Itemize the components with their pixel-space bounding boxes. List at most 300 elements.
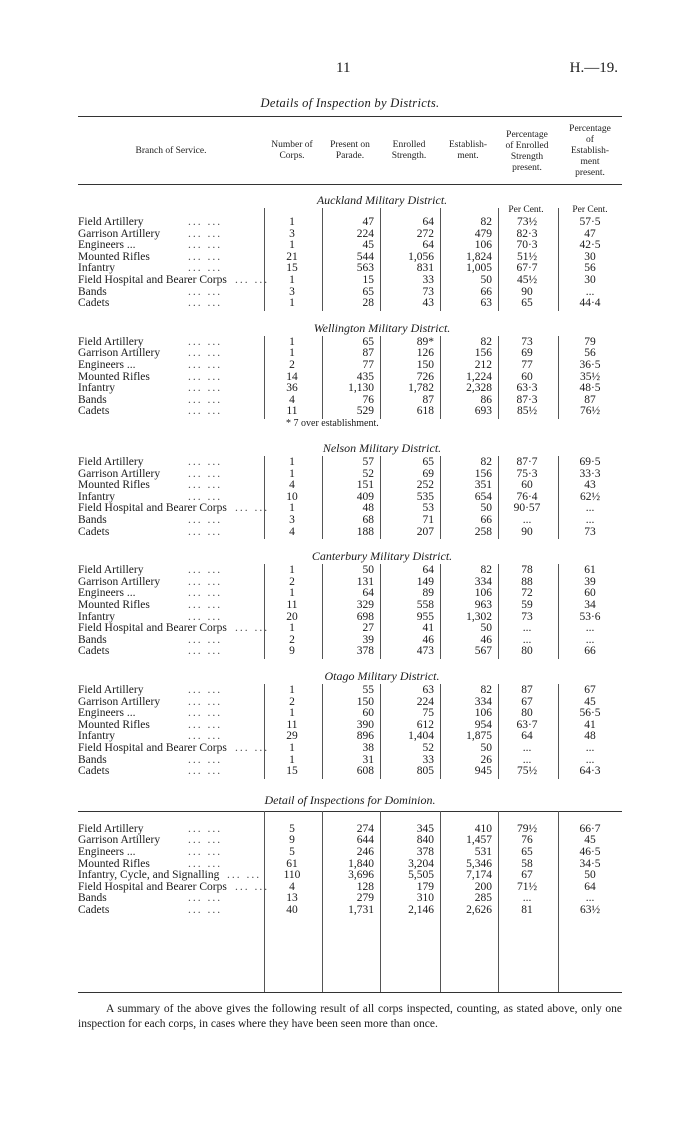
percentage-enrolled-present: 59 bbox=[521, 599, 533, 611]
table-row bbox=[78, 297, 622, 309]
present-on-parade: 529 bbox=[356, 405, 374, 418]
percentage-enrolled-present: 45½ bbox=[516, 274, 538, 286]
percentage-establishment-present: 56·5 bbox=[579, 707, 601, 720]
present-on-parade: 1,840 bbox=[348, 857, 374, 870]
branch-of-service: Garrison Artillery bbox=[78, 834, 161, 847]
percentage-establishment-present: 50 bbox=[584, 869, 596, 882]
percentage-establishment-present: 33·3 bbox=[579, 467, 601, 480]
percentage-establishment-present: 87 bbox=[584, 393, 596, 406]
dot-leader: ... ... bbox=[188, 216, 223, 228]
number-of-corps: 1 bbox=[289, 587, 295, 600]
number-of-corps: 20 bbox=[286, 610, 298, 623]
dot-leader: ... ... bbox=[188, 227, 223, 240]
enrolled-strength: 1,782 bbox=[408, 382, 434, 395]
present-on-parade: 47 bbox=[362, 216, 374, 228]
column-divider bbox=[322, 208, 323, 311]
header-line: present. bbox=[575, 168, 605, 178]
table-row bbox=[78, 904, 622, 916]
present-on-parade: 77 bbox=[362, 359, 374, 371]
enrolled-strength: 150 bbox=[416, 359, 434, 371]
establishment: 531 bbox=[474, 846, 492, 858]
column-divider bbox=[264, 811, 265, 992]
table-row bbox=[78, 645, 622, 657]
establishment: 50 bbox=[480, 274, 492, 286]
number-of-corps: 3 bbox=[289, 285, 295, 298]
branch-of-service: Engineers ... bbox=[78, 707, 136, 720]
branch-of-service: Infantry, Cycle, and Signalling bbox=[78, 869, 220, 882]
branch-of-service: Field Hospital and Bearer Corps bbox=[78, 274, 227, 286]
district-title: Wellington Military District. bbox=[313, 320, 451, 335]
branch-of-service: Field Artillery bbox=[78, 335, 144, 348]
dot-leader: ... ... bbox=[188, 514, 223, 526]
enrolled-strength: 64 bbox=[422, 239, 434, 252]
branch-of-service: Engineers ... bbox=[78, 359, 136, 371]
present-on-parade: 150 bbox=[356, 695, 374, 708]
branch-of-service: Infantry bbox=[78, 610, 116, 623]
number-of-corps: 4 bbox=[289, 479, 295, 492]
present-on-parade: 409 bbox=[356, 490, 374, 503]
column-divider bbox=[558, 456, 559, 539]
present-on-parade: 131 bbox=[356, 575, 374, 588]
percentage-enrolled-present: 90 bbox=[521, 285, 533, 298]
table-row bbox=[78, 881, 622, 893]
header-line: Strength. bbox=[391, 151, 427, 161]
percentage-enrolled-present: 73½ bbox=[516, 216, 538, 228]
number-of-corps: 2 bbox=[289, 695, 295, 708]
dot-leader: ... ... bbox=[188, 285, 223, 298]
enrolled-strength: 33 bbox=[422, 753, 434, 766]
establishment: 66 bbox=[480, 514, 492, 526]
percentage-enrolled-present: 76 bbox=[521, 834, 533, 847]
percentage-establishment-present: 45 bbox=[584, 834, 596, 847]
header-enrolled-strength bbox=[380, 140, 438, 162]
present-on-parade: 65 bbox=[362, 285, 374, 298]
number-of-corps: 1 bbox=[289, 335, 295, 348]
branch-of-service: Mounted Rifles bbox=[78, 479, 150, 492]
establishment: 410 bbox=[474, 822, 492, 835]
enrolled-strength: 5,505 bbox=[408, 869, 434, 882]
dot-leader: ... ... bbox=[188, 834, 223, 847]
number-of-corps: 1 bbox=[289, 742, 295, 754]
column-divider bbox=[380, 456, 381, 539]
number-of-corps: 1 bbox=[289, 239, 295, 252]
percentage-enrolled-present: 63·7 bbox=[516, 718, 538, 731]
percentage-enrolled-present: 70·3 bbox=[516, 239, 538, 252]
dot-leader: ... ... bbox=[188, 610, 223, 623]
enrolled-strength: 558 bbox=[416, 599, 434, 611]
per-cent-unit-label: Per Cent. bbox=[508, 205, 544, 215]
percentage-establishment-present: 43 bbox=[584, 479, 596, 492]
number-of-corps: 110 bbox=[283, 869, 301, 882]
percentage-enrolled-present: 87 bbox=[521, 684, 533, 696]
branch-of-service: Cadets bbox=[78, 645, 110, 658]
dot-leader: ... ... bbox=[235, 880, 270, 893]
enrolled-strength: 805 bbox=[416, 765, 434, 778]
dot-leader: ... ... bbox=[188, 765, 223, 778]
percentage-enrolled-present: 85½ bbox=[516, 405, 538, 418]
header-line: Percentage bbox=[506, 130, 548, 140]
percentage-enrolled-present: 65 bbox=[521, 297, 533, 310]
number-of-corps: 11 bbox=[286, 405, 298, 418]
branch-of-service: Garrison Artillery bbox=[78, 467, 161, 480]
number-of-corps: 15 bbox=[286, 262, 298, 275]
enrolled-strength: 73 bbox=[422, 285, 434, 298]
establishment: 258 bbox=[474, 525, 492, 538]
enrolled-strength: 3,204 bbox=[408, 857, 434, 870]
enrolled-strength: 831 bbox=[416, 262, 434, 275]
column-divider bbox=[440, 208, 441, 311]
percentage-enrolled-present: 82·3 bbox=[516, 227, 538, 240]
dot-leader: ... ... bbox=[188, 846, 223, 858]
number-of-corps: 10 bbox=[286, 490, 298, 503]
number-of-corps: 14 bbox=[286, 370, 298, 383]
percentage-enrolled-present: 63·3 bbox=[516, 382, 538, 395]
column-divider bbox=[440, 811, 441, 992]
column-divider bbox=[264, 684, 265, 779]
percentage-enrolled-present: 90 bbox=[521, 525, 533, 538]
column-divider bbox=[440, 456, 441, 539]
branch-of-service: Cadets bbox=[78, 765, 110, 778]
number-of-corps: 11 bbox=[286, 599, 298, 611]
branch-of-service: Garrison Artillery bbox=[78, 347, 161, 360]
branch-of-service: Bands bbox=[78, 514, 107, 526]
dot-leader: ... ... bbox=[188, 707, 223, 720]
branch-of-service: Mounted Rifles bbox=[78, 599, 150, 611]
percentage-establishment-present: 53·6 bbox=[579, 610, 601, 623]
dot-leader: ... ... bbox=[188, 405, 223, 418]
percentage-enrolled-present: 87·3 bbox=[516, 393, 538, 406]
table-row bbox=[78, 707, 622, 719]
branch-of-service: Mounted Rifles bbox=[78, 370, 150, 383]
establishment: 693 bbox=[474, 405, 492, 418]
enrolled-strength: 840 bbox=[416, 834, 434, 847]
branch-of-service: Engineers ... bbox=[78, 239, 136, 252]
number-of-corps: 36 bbox=[286, 382, 298, 395]
establishment: 334 bbox=[474, 575, 492, 588]
number-of-corps: 1 bbox=[289, 216, 295, 228]
table-row bbox=[78, 611, 622, 623]
column-divider bbox=[264, 208, 265, 311]
number-of-corps: 40 bbox=[286, 904, 298, 916]
present-on-parade: 544 bbox=[356, 250, 374, 263]
branch-of-service: Garrison Artillery bbox=[78, 575, 161, 588]
percentage-enrolled-present: 64 bbox=[521, 730, 533, 743]
percentage-enrolled-present: 80 bbox=[521, 645, 533, 658]
percentage-establishment-present: ... bbox=[585, 502, 595, 515]
establishment: 654 bbox=[474, 490, 492, 503]
enrolled-strength: 1,404 bbox=[408, 730, 434, 743]
dot-leader: ... ... bbox=[188, 467, 223, 480]
dot-leader: ... ... bbox=[188, 239, 223, 252]
enrolled-strength: 310 bbox=[416, 892, 434, 905]
branch-of-service: Mounted Rifles bbox=[78, 250, 150, 263]
enrolled-strength: 46 bbox=[422, 633, 434, 646]
table-row bbox=[78, 371, 622, 383]
establishment: 50 bbox=[480, 502, 492, 515]
present-on-parade: 68 bbox=[362, 514, 374, 526]
column-divider bbox=[380, 208, 381, 311]
establishment: 106 bbox=[474, 587, 492, 600]
table-row bbox=[78, 834, 622, 846]
dot-leader: ... ... bbox=[188, 564, 223, 577]
percentage-establishment-present: 66 bbox=[584, 645, 596, 658]
present-on-parade: 151 bbox=[356, 479, 374, 492]
column-divider bbox=[322, 564, 323, 659]
column-divider bbox=[322, 456, 323, 539]
branch-of-service: Infantry bbox=[78, 730, 116, 743]
percentage-establishment-present: ... bbox=[585, 633, 595, 646]
percentage-establishment-present: 45 bbox=[584, 695, 596, 708]
number-of-corps: 1 bbox=[289, 622, 295, 635]
number-of-corps: 1 bbox=[289, 684, 295, 696]
table-row bbox=[78, 479, 622, 491]
dot-leader: ... ... bbox=[188, 347, 223, 360]
present-on-parade: 76 bbox=[362, 393, 374, 406]
branch-of-service: Bands bbox=[78, 753, 107, 766]
per-cent-unit-label: Per Cent. bbox=[572, 205, 608, 215]
column-divider bbox=[498, 811, 499, 992]
table-row bbox=[78, 274, 622, 286]
present-on-parade: 38 bbox=[362, 742, 374, 754]
percentage-enrolled-present: 80 bbox=[521, 707, 533, 720]
percentage-enrolled-present: 71½ bbox=[516, 880, 538, 893]
percentage-enrolled-present: 69 bbox=[521, 347, 533, 360]
dot-leader: ... ... bbox=[235, 502, 270, 515]
percentage-enrolled-present: 73 bbox=[521, 610, 533, 623]
branch-of-service: Engineers ... bbox=[78, 846, 136, 858]
present-on-parade: 3,696 bbox=[348, 869, 374, 882]
percentage-establishment-present: 61 bbox=[584, 564, 596, 577]
percentage-enrolled-present: 78 bbox=[521, 564, 533, 577]
branch-of-service: Bands bbox=[78, 285, 107, 298]
percentage-enrolled-present: 79½ bbox=[516, 822, 538, 835]
present-on-parade: 224 bbox=[356, 227, 374, 240]
enrolled-strength: 87 bbox=[422, 393, 434, 406]
column-divider bbox=[558, 336, 559, 419]
number-of-corps: 9 bbox=[289, 645, 295, 658]
table-row bbox=[78, 359, 622, 371]
percentage-establishment-present: 48 bbox=[584, 730, 596, 743]
dominion-top-rule bbox=[78, 811, 622, 812]
percentage-enrolled-present: 88 bbox=[521, 575, 533, 588]
table-row bbox=[78, 382, 622, 394]
establishment: 5,346 bbox=[466, 857, 492, 870]
dot-leader: ... ... bbox=[188, 456, 223, 468]
header-bottom-rule bbox=[78, 184, 622, 185]
percentage-establishment-present: ... bbox=[585, 892, 595, 905]
establishment: 945 bbox=[474, 765, 492, 778]
number-of-corps: 1 bbox=[289, 456, 295, 468]
header-line: ment bbox=[580, 157, 600, 167]
branch-of-service: Mounted Rifles bbox=[78, 718, 150, 731]
percentage-enrolled-present: 75½ bbox=[516, 765, 538, 778]
percentage-establishment-present: 34 bbox=[584, 599, 596, 611]
enrolled-strength: 207 bbox=[416, 525, 434, 538]
dot-leader: ... ... bbox=[188, 599, 223, 611]
column-divider bbox=[498, 456, 499, 539]
percentage-enrolled-present: ... bbox=[522, 514, 532, 526]
table-row bbox=[78, 823, 622, 835]
establishment: 26 bbox=[480, 753, 492, 766]
percentage-establishment-present: 34·5 bbox=[579, 857, 601, 870]
establishment: 82 bbox=[480, 456, 492, 468]
establishment: 63 bbox=[480, 297, 492, 310]
table-row bbox=[78, 742, 622, 754]
percentage-establishment-present: 56 bbox=[584, 347, 596, 360]
header-present-on-parade bbox=[322, 140, 378, 162]
table-row bbox=[78, 228, 622, 240]
dot-leader: ... ... bbox=[235, 742, 270, 754]
number-of-corps: 9 bbox=[289, 834, 295, 847]
dot-leader: ... ... bbox=[188, 695, 223, 708]
establishment: 285 bbox=[474, 892, 492, 905]
present-on-parade: 329 bbox=[356, 599, 374, 611]
enrolled-strength: 43 bbox=[422, 297, 434, 310]
establishment: 82 bbox=[480, 216, 492, 228]
table-row bbox=[78, 858, 622, 870]
number-of-corps: 1 bbox=[289, 274, 295, 286]
present-on-parade: 698 bbox=[356, 610, 374, 623]
percentage-establishment-present: 62½ bbox=[579, 490, 601, 503]
branch-of-service: Engineers ... bbox=[78, 587, 136, 600]
dot-leader: ... ... bbox=[188, 822, 223, 835]
percentage-establishment-present: 44·4 bbox=[579, 297, 601, 310]
establishment: 106 bbox=[474, 239, 492, 252]
number-of-corps: 5 bbox=[289, 846, 295, 858]
dot-leader: ... ... bbox=[188, 645, 223, 658]
percentage-establishment-present: 36·5 bbox=[579, 359, 601, 371]
present-on-parade: 50 bbox=[362, 564, 374, 577]
column-divider bbox=[498, 208, 499, 311]
header-percentage-enrolled-present bbox=[498, 130, 556, 174]
enrolled-strength: 272 bbox=[416, 227, 434, 240]
header-line: of Enrolled bbox=[505, 141, 549, 151]
number-of-corps: 4 bbox=[289, 880, 295, 893]
number-of-corps: 3 bbox=[289, 514, 295, 526]
percentage-establishment-present: 64 bbox=[584, 880, 596, 893]
percentage-enrolled-present: ... bbox=[522, 622, 532, 635]
column-divider bbox=[264, 336, 265, 419]
present-on-parade: 563 bbox=[356, 262, 374, 275]
number-of-corps: 61 bbox=[286, 857, 298, 870]
dominion-title: Detail of Inspections for Dominion. bbox=[264, 792, 436, 807]
establishment: 82 bbox=[480, 564, 492, 577]
percentage-enrolled-present: 60 bbox=[521, 479, 533, 492]
table-row bbox=[78, 216, 622, 228]
column-divider bbox=[558, 564, 559, 659]
dot-leader: ... ... bbox=[188, 262, 223, 275]
branch-of-service: Field Artillery bbox=[78, 684, 144, 696]
table-bottom-rule bbox=[78, 992, 622, 993]
percentage-enrolled-present: ... bbox=[522, 742, 532, 754]
enrolled-strength: 726 bbox=[416, 370, 434, 383]
present-on-parade: 45 bbox=[362, 239, 374, 252]
dot-leader: ... ... bbox=[188, 250, 223, 263]
dot-leader: ... ... bbox=[188, 575, 223, 588]
percentage-enrolled-present: 90·57 bbox=[513, 502, 541, 515]
present-on-parade: 128 bbox=[356, 880, 374, 893]
present-on-parade: 1,130 bbox=[348, 382, 374, 395]
branch-of-service: Cadets bbox=[78, 525, 110, 538]
enrolled-strength: 33 bbox=[422, 274, 434, 286]
dot-leader: ... ... bbox=[188, 335, 223, 348]
branch-of-service: Cadets bbox=[78, 297, 110, 310]
column-divider bbox=[380, 684, 381, 779]
header-line: Enrolled bbox=[392, 140, 426, 150]
table-row bbox=[78, 730, 622, 742]
header-number-of-corps bbox=[264, 140, 320, 162]
establishment: 963 bbox=[474, 599, 492, 611]
branch-of-service: Cadets bbox=[78, 904, 110, 916]
dot-leader: ... ... bbox=[188, 904, 223, 916]
branch-of-service: Mounted Rifles bbox=[78, 857, 150, 870]
enrolled-strength: 89 bbox=[422, 587, 434, 600]
establishment: 954 bbox=[474, 718, 492, 731]
present-on-parade: 435 bbox=[356, 370, 374, 383]
enrolled-strength: 65 bbox=[422, 456, 434, 468]
table-row bbox=[78, 719, 622, 731]
establishment: 82 bbox=[480, 684, 492, 696]
establishment: 46 bbox=[480, 633, 492, 646]
column-divider bbox=[322, 684, 323, 779]
column-divider bbox=[558, 684, 559, 779]
present-on-parade: 31 bbox=[362, 753, 374, 766]
dot-leader: ... ... bbox=[188, 382, 223, 395]
number-of-corps: 2 bbox=[289, 359, 295, 371]
number-of-corps: 1 bbox=[289, 707, 295, 720]
branch-of-service: Field Hospital and Bearer Corps bbox=[78, 880, 227, 893]
header-establishment bbox=[440, 140, 496, 162]
establishment: 50 bbox=[480, 622, 492, 635]
district-title: Auckland Military District. bbox=[316, 193, 448, 207]
enrolled-strength: 53 bbox=[422, 502, 434, 515]
enrolled-strength: 2,146 bbox=[408, 904, 434, 916]
present-on-parade: 644 bbox=[356, 834, 374, 847]
table-row bbox=[78, 754, 622, 766]
establishment: 82 bbox=[480, 335, 492, 348]
dot-leader: ... ... bbox=[188, 857, 223, 870]
table-row bbox=[78, 564, 622, 576]
percentage-enrolled-present: 81 bbox=[521, 904, 533, 916]
number-of-corps: 1 bbox=[289, 502, 295, 515]
table-row bbox=[78, 336, 622, 348]
column-divider bbox=[264, 564, 265, 659]
dot-leader: ... ... bbox=[188, 718, 223, 731]
branch-of-service: Bands bbox=[78, 892, 107, 905]
present-on-parade: 188 bbox=[356, 525, 374, 538]
enrolled-strength: 41 bbox=[422, 622, 434, 635]
enrolled-strength: 89* bbox=[416, 335, 434, 348]
dot-leader: ... ... bbox=[188, 359, 223, 371]
present-on-parade: 57 bbox=[362, 456, 374, 468]
header-line: ment. bbox=[457, 151, 479, 161]
percentage-enrolled-present: 67 bbox=[521, 869, 533, 882]
percentage-enrolled-present: 67 bbox=[521, 695, 533, 708]
table-row bbox=[78, 587, 622, 599]
present-on-parade: 608 bbox=[356, 765, 374, 778]
percentage-establishment-present: 42·5 bbox=[579, 239, 601, 252]
present-on-parade: 274 bbox=[356, 822, 374, 835]
dot-leader: ... ... bbox=[188, 684, 223, 696]
summary-paragraph: A summary of the above gives the following result of all corps inspected, counting, as stated above, only one inspection for each corps, in cases where they have been seen more than once. bbox=[78, 1003, 622, 1030]
branch-of-service: Garrison Artillery bbox=[78, 695, 161, 708]
percentage-enrolled-present: 76·4 bbox=[516, 490, 538, 503]
enrolled-strength: 63 bbox=[422, 684, 434, 696]
percentage-enrolled-present: 77 bbox=[521, 359, 533, 371]
percentage-establishment-present: 47 bbox=[584, 227, 596, 240]
present-on-parade: 15 bbox=[362, 274, 374, 286]
enrolled-strength: 126 bbox=[416, 347, 434, 360]
